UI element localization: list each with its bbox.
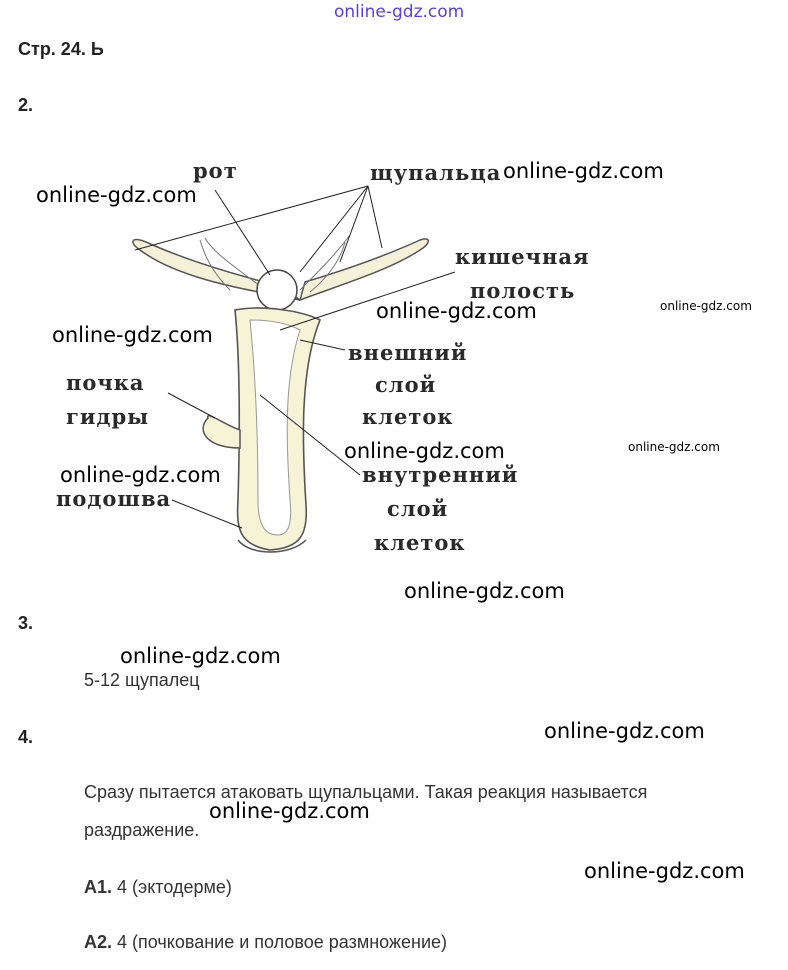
label-gut-2: полость	[470, 278, 576, 303]
label-sole: подошва	[56, 486, 172, 511]
label-outer-1: внешний	[348, 340, 468, 365]
label-outer-2: слой	[375, 372, 437, 397]
watermark-12: online-gdz.com	[209, 799, 370, 823]
task2-number: 2.	[18, 95, 34, 115]
watermark-8: online-gdz.com	[60, 463, 221, 487]
mouth-circle	[257, 270, 297, 310]
watermark-4: online-gdz.com	[660, 299, 752, 313]
label-gut-1: кишечная	[455, 244, 590, 269]
label-bud-2: гидры	[66, 404, 150, 429]
watermark-11: online-gdz.com	[544, 719, 705, 743]
a1-label: А1.	[84, 877, 113, 897]
watermark-10: online-gdz.com	[120, 644, 281, 668]
task4-number: 4.	[18, 727, 34, 747]
label-bud-1: почка	[66, 370, 145, 395]
watermark-13: online-gdz.com	[584, 859, 745, 883]
watermark-3: online-gdz.com	[376, 299, 537, 323]
label-mouth: рот	[193, 158, 238, 183]
label-inner-3: клеток	[374, 530, 466, 555]
a1-text: 4 (эктодерме)	[117, 877, 232, 897]
task3-number: 3.	[18, 613, 34, 633]
watermark-6: online-gdz.com	[344, 439, 505, 463]
a1-row	[84, 877, 232, 898]
task4-answer-line-1: Сразу пытается атаковать щупальцами. Такая реакция называется	[84, 782, 648, 802]
a2-label: А2.	[84, 932, 113, 952]
watermark-top: online-gdz.com	[334, 2, 465, 22]
watermark-5: online-gdz.com	[52, 323, 213, 347]
label-inner-2: слой	[387, 496, 449, 521]
watermark-9: online-gdz.com	[404, 579, 565, 603]
watermark-1: online-gdz.com	[36, 183, 197, 207]
label-inner-1: внутренний	[362, 462, 519, 487]
watermark-2: online-gdz.com	[503, 159, 664, 183]
watermark-7: online-gdz.com	[628, 440, 720, 454]
page-header: Стр. 24. Ь	[18, 39, 104, 59]
a2-row	[84, 932, 447, 953]
task3-answer: 5-12 щупалец	[84, 670, 200, 690]
task4-answer-line-2: раздражение.	[84, 820, 200, 840]
a2-text: 4 (почкование и половое размножение)	[117, 932, 448, 952]
label-outer-3: клеток	[362, 404, 454, 429]
label-tentacles: щупальца	[370, 160, 502, 185]
